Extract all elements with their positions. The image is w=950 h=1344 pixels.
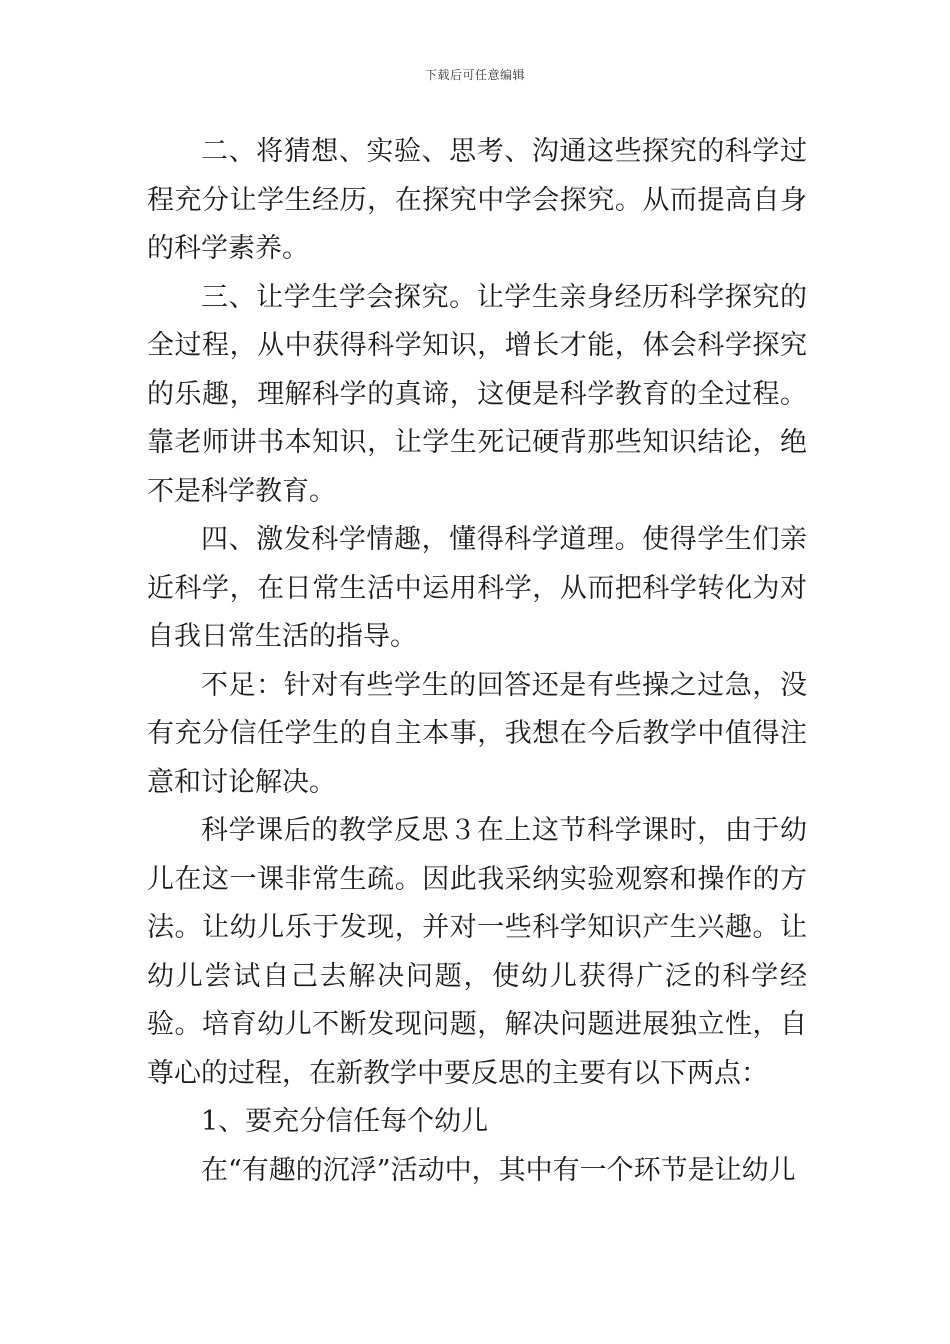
paragraph-3: 三、让学生学会探究。让学生亲身经历科学探究的全过程，从中获得科学知识，增长才能，体会科学探究的乐趣，理解科学的真谛，这便是科学教育的全过程。靠老师讲书本知识，让学生死记硬背那些知识结论，绝不是科学教育。	[147, 281, 807, 507]
paragraph-reflection-3: 科学课后的教学反思３在上这节科学课时，由于幼儿在这一课非常生疏。因此我采纳实验观察和操作的方法。让幼儿乐于发现，并对一些科学知识产生兴趣。让幼儿尝试自己去解决问题，使幼儿获得广泛的科学经验。培育幼儿不断发现问题，解决问题进展独立性，自尊心的过程，在新教学中要反思的主要有以下两点：	[147, 815, 807, 1089]
paragraph-2: 二、将猜想、实验、思考、沟通这些探究的科学过程充分让学生经历，在探究中学会探究。从而提高自身的科学素养。	[147, 136, 807, 264]
paragraph-shortcoming: 不足：针对有些学生的回答还是有些操之过急，没有充分信任学生的自主本事，我想在今后教学中值得注意和讨论解决。	[147, 669, 807, 798]
paragraph-point-1: 1、要充分信任每个幼儿	[201, 1106, 489, 1137]
paragraph-4: 四、激发科学情趣，懂得科学道理。使得学生们亲近科学，在日常生活中运用科学，从而把科学转化为对自我日常生活的指导。	[147, 524, 807, 652]
paragraph-activity: 在“有趣的沉浮”活动中，其中有一个环节是让幼儿	[201, 1154, 796, 1186]
page-header: 下载后可任意编辑	[424, 68, 525, 82]
document-body	[147, 128, 807, 1195]
